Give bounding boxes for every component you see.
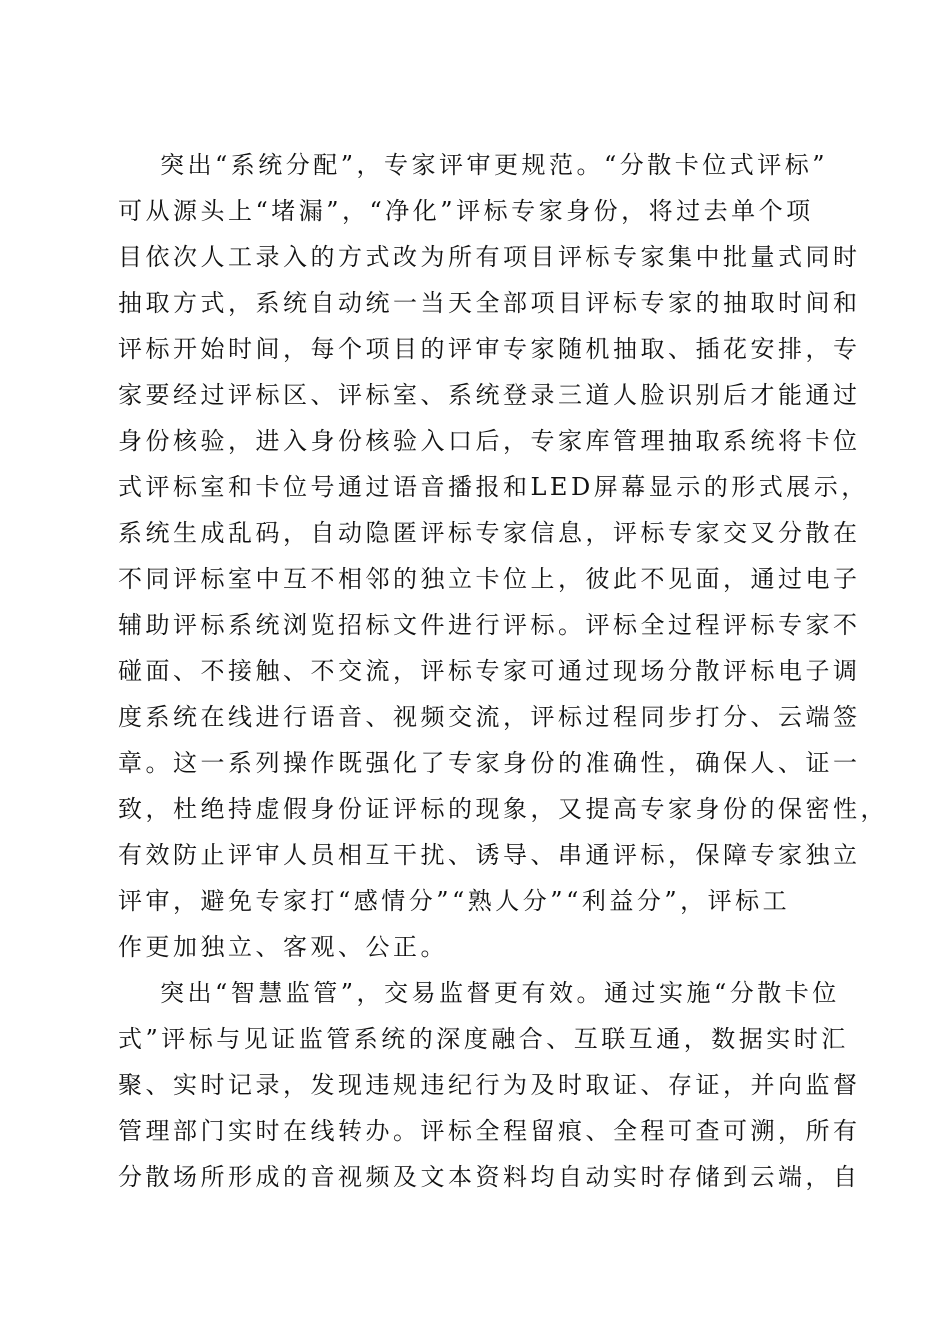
- document-body: [118, 142, 888, 1200]
- paragraph-line: 家要经过评标区、评标室、系统登录三道人脸识别后才能通过: [118, 381, 861, 409]
- paragraph-line: 抽取方式，系统自动统一当天全部项目评标专家的抽取时间和: [118, 289, 861, 317]
- paragraph-line: 有效防止评审人员相互干扰、诱导、串通评标，保障专家独立: [118, 841, 861, 869]
- paragraph-line: 目依次人工录入的方式改为所有项目评标专家集中批量式同时: [118, 243, 861, 271]
- paragraph-smart-supervision: [118, 970, 861, 1200]
- paragraph-line: 作更加独立、客观、公正。: [118, 933, 448, 961]
- paragraph-line: 分散场所形成的音视频及文本资料均自动实时存储到云端，自: [118, 1163, 861, 1191]
- paragraph-line: 辅助评标系统浏览招标文件进行评标。评标全过程评标专家不: [118, 611, 861, 639]
- paragraph-line: 评标开始时间，每个项目的评审专家随机抽取、插花安排，专: [118, 335, 861, 363]
- paragraph-system-allocation: [118, 142, 888, 970]
- paragraph-line: 度系统在线进行语音、视频交流，评标过程同步打分、云端签: [118, 703, 861, 731]
- paragraph-line: 身份核验，进入身份核验入口后，专家库管理抽取系统将卡位: [118, 427, 861, 455]
- paragraph-line: 碰面、不接触、不交流，评标专家可通过现场分散评标电子调: [118, 657, 861, 685]
- paragraph-line: 系统生成乱码，自动隐匿评标专家信息，评标专家交叉分散在: [118, 519, 861, 547]
- paragraph-line: 突出“系统分配”，专家评审更规范。“分散卡位式评标”: [160, 151, 829, 179]
- paragraph-line: 聚、实时记录，发现违规违纪行为及时取证、存证，并向监督: [118, 1071, 861, 1099]
- paragraph-line: 突出“智慧监管”，交易监督更有效。通过实施“分散卡位: [160, 979, 840, 1007]
- paragraph-line: 章。这一系列操作既强化了专家身份的准确性，确保人、证一: [118, 749, 861, 777]
- paragraph-line: 式评标室和卡位号通过语音播报和LED屏幕显示的形式展示，: [118, 473, 869, 501]
- paragraph-line: 式”评标与见证监管系统的深度融合、互联互通，数据实时汇: [118, 1025, 849, 1053]
- paragraph-line: 不同评标室中互不相邻的独立卡位上，彼此不见面，通过电子: [118, 565, 861, 593]
- paragraph-line: 致，杜绝持虚假身份证评标的现象，又提高专家身份的保密性，: [118, 795, 888, 823]
- paragraph-line: 评审，避免专家打“感情分”“熟人分”“利益分”，评标工: [118, 887, 791, 915]
- paragraph-line: 管理部门实时在线转办。评标全程留痕、全程可查可溯，所有: [118, 1117, 861, 1145]
- paragraph-line: 可从源头上“堵漏”，“净化”评标专家身份，将过去单个项: [118, 197, 814, 225]
